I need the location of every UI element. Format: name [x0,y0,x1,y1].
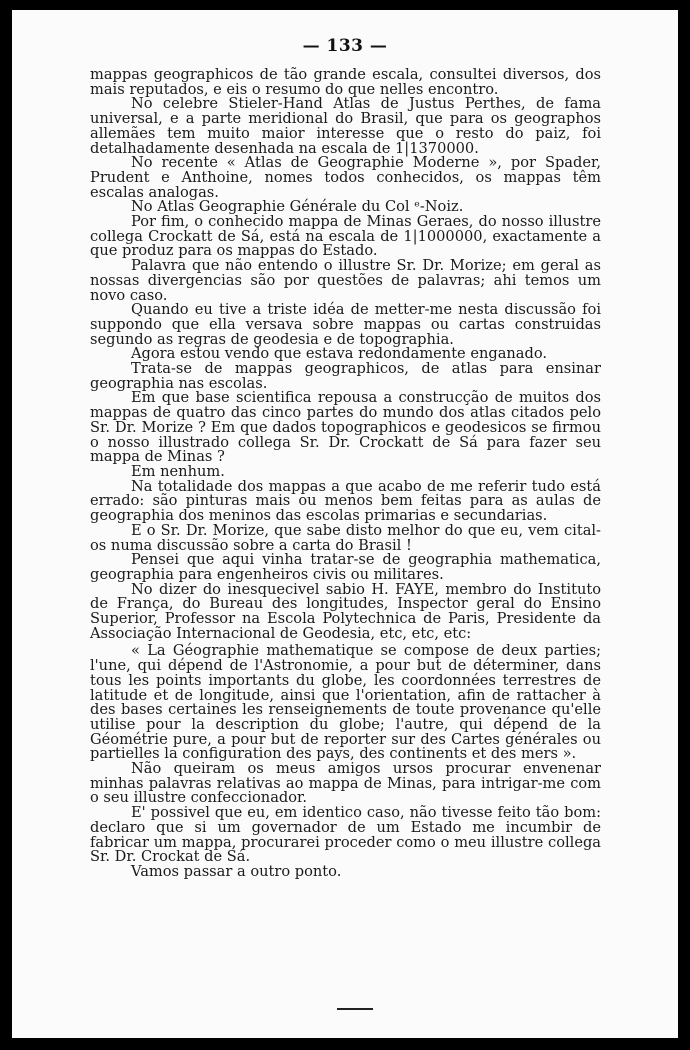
paragraph: Pensei que aqui vinha tratar-se de geographia mathematica, geographia para engenheiros civis ou militares. [90,551,601,583]
paragraph: Palavra que não entendo o illustre Sr. Dr. Morize; em geral as nossas divergencias são por questões de palavras; ahi temos um novo caso. [90,257,601,304]
paragraph: No dizer do inesquecivel sabio H. FAYE, membro do Instituto de França, do Bureau des longitudes, Inspector geral do Ensino Superior, Professor na Escola Polytechnica de Paris, Presidente da Associação Internacional de Geodesia, etc, etc, etc: [90,580,601,642]
paragraph: E o Sr. Dr. Morize, que sabe disto melhor do que eu, vem cital-os numa discussão sobre a carta do Brasil ! [90,521,601,554]
paragraph: Por fim, o conhecido mappa de Minas Geraes, do nosso illustre collega Crockatt de Sá, está na escala de 1|1000000, exactamente a que produz para os mappas do Estado. [90,213,601,260]
paragraph: Não queiram os meus amigos ursos procurar envenenar minhas palavras relativas ao mappa de Minas, para intrigar-me com o seu illustre confeccionador. [90,760,601,807]
paragraph: E' possivel que eu, em identico caso, não tivesse feito tão bom: declaro que si um governador de um Estado me incumbir de fabricar um mappa, procurarei proceder como o meu illustre collega Sr. Dr. Crockat de Sá. [90,804,601,866]
paragraph: Agora estou vendo que estava redondamente enganado. [131,345,548,363]
paragraph: No celebre Stieler-Hand Atlas de Justus Perthes, de fama universal, e a parte meridional do Brasil, que para os geographos allemães tem muito maior interesse que o resto do paiz, foi detalhadamente desenhada na escala de 1|1370000. [90,95,601,157]
paragraph: No Atlas Geographie Générale du Col ᵉ-Noiz. [131,198,464,216]
paragraph: Vamos passar a outro ponto. [131,862,342,880]
end-rule-divider [337,1008,373,1010]
book-page [12,10,678,1038]
paragraph: mappas geographicos de tão grande escala, consultei diversos, dos mais reputados, e eis o resumo do que nelles encontro. [90,66,601,98]
paragraph: Quando eu tive a triste idéa de metter-me nesta discussão foi suppondo que ella versava sobre mappas ou cartas construidas segundo as regras de geodesia e de topographia. [90,301,601,348]
paragraph: Trata-se de mappas geographicos, de atlas para ensinar geographia nas escolas. [90,360,601,392]
paragraph: Em nenhum. [131,462,225,480]
page-text-body [90,68,601,880]
paragraph: Em que base scientifica repousa a construcção de muitos dos mappas de quatro das cinco partes do mundo dos atlas citados pelo Sr. Dr. Morize ? Em que dados topographicos e geodesicos se firmou o nosso illustrado collega Sr. Dr. Crockatt de Sá para fazer seu mappa de Minas ? [90,389,601,466]
quoted-paragraph: « La Géographie mathematique se compose de deux parties; l'une, qui dépend de l'Astronomie, a pour but de déterminer, dans tous les points importants du globe, les coordonnées terrestres de latitude et de longitude, ainsi que l'orientation, afin de rattacher à des bases certaines les renseignements de toute provenance qu'elle utilise pour la description du globe; l'autre, qui dépend de la Géométrie pure, a pour but de reporter sur des Cartes générales ou partielles la configuration des pays, des continents et des mers ». [90,642,601,763]
page-number: — 133 — [302,36,388,56]
paragraph: No recente « Atlas de Geographie Moderne », por Spader, Prudent e Anthoine, nomes todos conhecidos, os mappas têm escalas analogas. [90,154,601,201]
paragraph: Na totalidade dos mappas a que acabo de me referir tudo está errado: são pinturas mais ou menos bem feitas para as aulas de geographia dos meninos das escolas primarias e secundarias. [90,477,601,525]
